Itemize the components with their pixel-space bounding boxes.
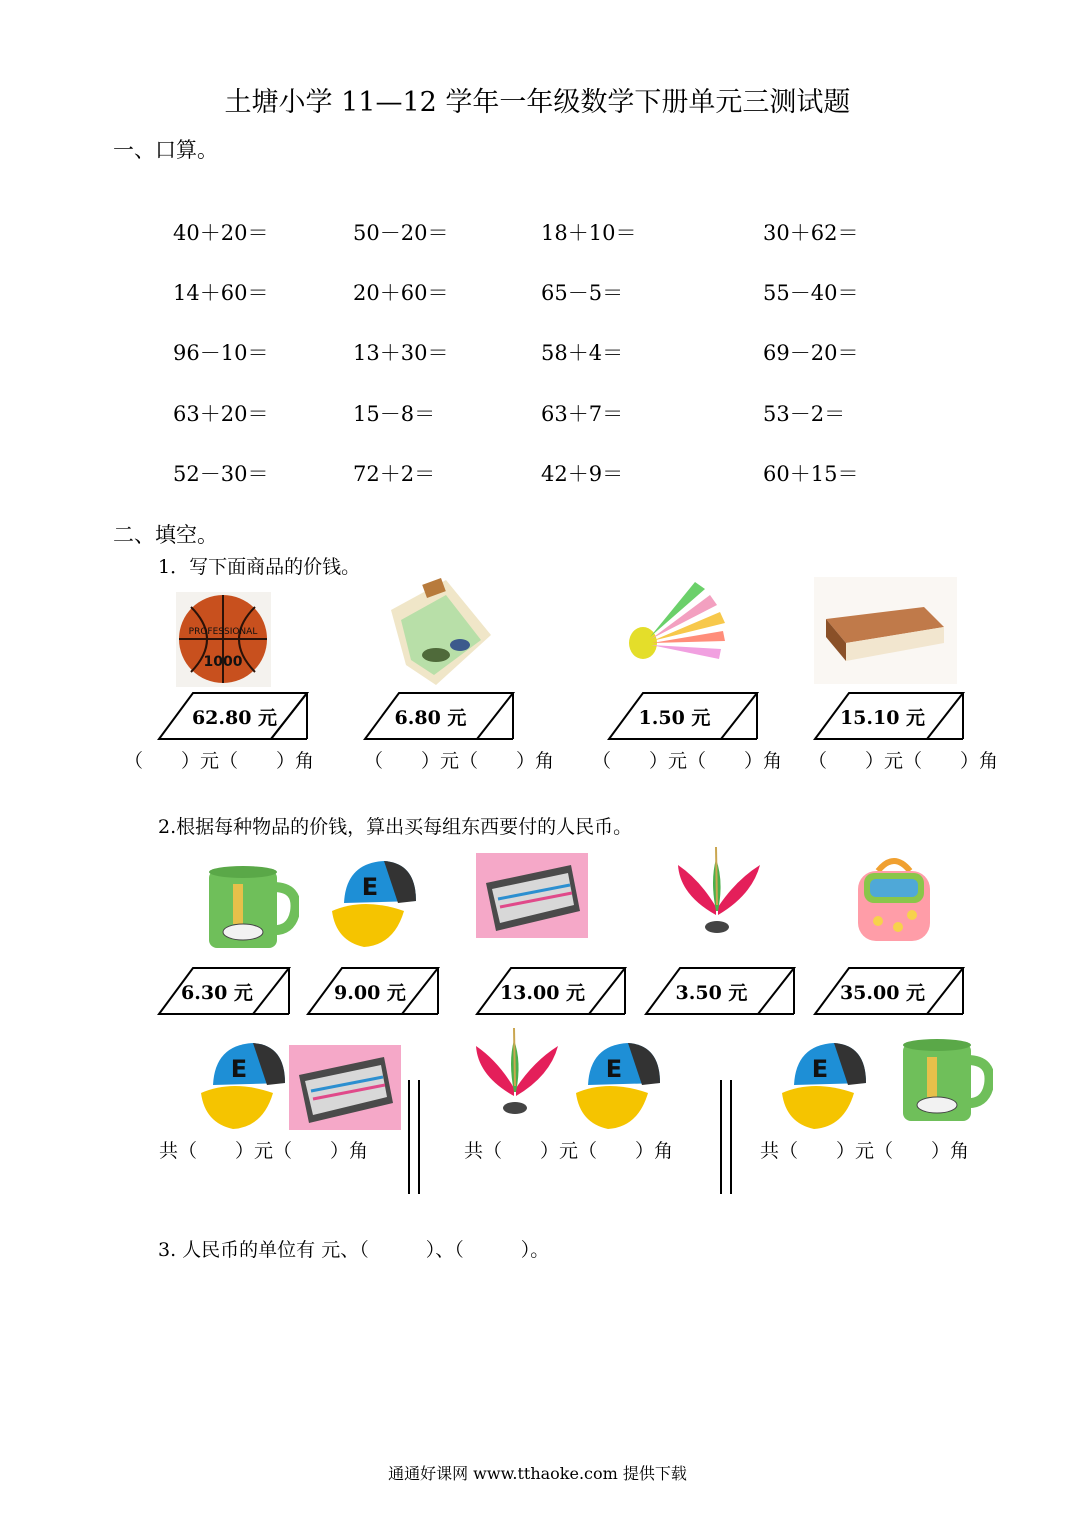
jianzi-icon [670, 845, 765, 940]
answer-blank[interactable]: （ ）元（ ）角 [808, 750, 999, 772]
price-tag [157, 966, 309, 1016]
price-label: 1.50 元 [638, 707, 711, 729]
calc-item: 30＋62＝ [763, 221, 859, 245]
cap-icon [193, 1035, 291, 1133]
question-3: 3. 人民币的单位有 元、（ ）、（ ）。 [158, 1239, 550, 1261]
calc-item: 18＋10＝ [541, 221, 637, 245]
calc-item: 52－30＝ [173, 462, 269, 486]
calc-item: 14＋60＝ [173, 281, 269, 305]
mug-icon [897, 1035, 993, 1125]
calc-item: 53－2＝ [763, 402, 846, 426]
price-label: 13.00 元 [499, 982, 586, 1004]
price-label: 3.50 元 [675, 982, 748, 1004]
answer-blank[interactable]: 共（ ）元（ ）角 [159, 1140, 369, 1162]
price-tag [644, 966, 796, 1016]
svg-text:E: E [605, 1055, 623, 1083]
section-2-heading: 二、填空。 [113, 523, 218, 547]
group-divider [408, 1080, 410, 1194]
calc-item: 60＋15＝ [763, 462, 859, 486]
backpack-icon [848, 853, 940, 945]
svg-text:E: E [811, 1055, 829, 1083]
answer-blank[interactable]: （ ）元（ ）角 [124, 750, 315, 772]
group-divider [418, 1080, 420, 1194]
pencil-box-icon [289, 1045, 401, 1130]
page-title: 土塘小学 11—12 学年一年级数学下册单元三测试题 [224, 87, 851, 118]
calc-item: 96－10＝ [173, 341, 269, 365]
calc-item: 20＋60＝ [353, 281, 449, 305]
answer-blank[interactable]: 共（ ）元（ ）角 [760, 1140, 970, 1162]
price-tag [475, 966, 627, 1016]
section-1-heading: 一、口算。 [113, 138, 218, 162]
cap-icon [324, 853, 422, 951]
price-tag [306, 966, 458, 1016]
price-label: 6.30 元 [181, 982, 253, 1004]
calc-item: 72＋2＝ [353, 462, 436, 486]
price-tag [157, 691, 309, 741]
price-tag [813, 691, 965, 741]
price-label: 6.80 元 [394, 707, 467, 729]
group-divider [720, 1080, 722, 1194]
answer-blank[interactable]: 共（ ）元（ ）角 [464, 1140, 674, 1162]
calc-item: 65－5＝ [541, 281, 624, 305]
price-tag [607, 691, 759, 741]
cap-icon [774, 1035, 872, 1133]
book-icon [814, 577, 957, 684]
calc-item: 58＋4＝ [541, 341, 624, 365]
answer-blank[interactable]: （ ）元（ ）角 [592, 750, 783, 772]
calc-item: 50－20＝ [353, 221, 449, 245]
calc-item: 55－40＝ [763, 281, 859, 305]
cap-icon [568, 1035, 666, 1133]
jianzi-icon [468, 1026, 563, 1121]
calc-item: 13＋30＝ [353, 341, 449, 365]
group-divider [730, 1080, 732, 1194]
calc-item: 69－20＝ [763, 341, 859, 365]
svg-text:E: E [361, 873, 379, 901]
calc-item: 63＋20＝ [173, 402, 269, 426]
price-label: 15.10 元 [839, 707, 926, 729]
calc-item: 42＋9＝ [541, 462, 624, 486]
svg-text:1000: 1000 [203, 654, 243, 670]
mug-icon [203, 862, 299, 952]
calc-item: 63＋7＝ [541, 402, 624, 426]
price-tag [813, 966, 965, 1016]
basketball-icon [176, 592, 271, 687]
calc-item: 40＋20＝ [173, 221, 269, 245]
shuttlecock-icon [625, 577, 735, 662]
svg-text:E: E [230, 1055, 248, 1083]
calc-item: 15－8＝ [353, 402, 436, 426]
price-label: 9.00 元 [334, 982, 406, 1004]
svg-text:PROFESSIONAL: PROFESSIONAL [188, 627, 258, 637]
question-1: 1．写下面商品的价钱。 [158, 556, 361, 578]
page-footer: 通通好课网 www.tthaoke.com 提供下载 [388, 1464, 687, 1483]
price-label: 35.00 元 [839, 982, 926, 1004]
question-2: 2.根据每种物品的价钱，算出买每组东西要付的人民币。 [158, 816, 633, 838]
price-tag [363, 691, 515, 741]
price-label: 62.80 元 [191, 707, 278, 729]
pencil-box-icon [476, 853, 588, 938]
answer-blank[interactable]: （ ）元（ ）角 [364, 750, 555, 772]
towel-icon [386, 575, 492, 687]
